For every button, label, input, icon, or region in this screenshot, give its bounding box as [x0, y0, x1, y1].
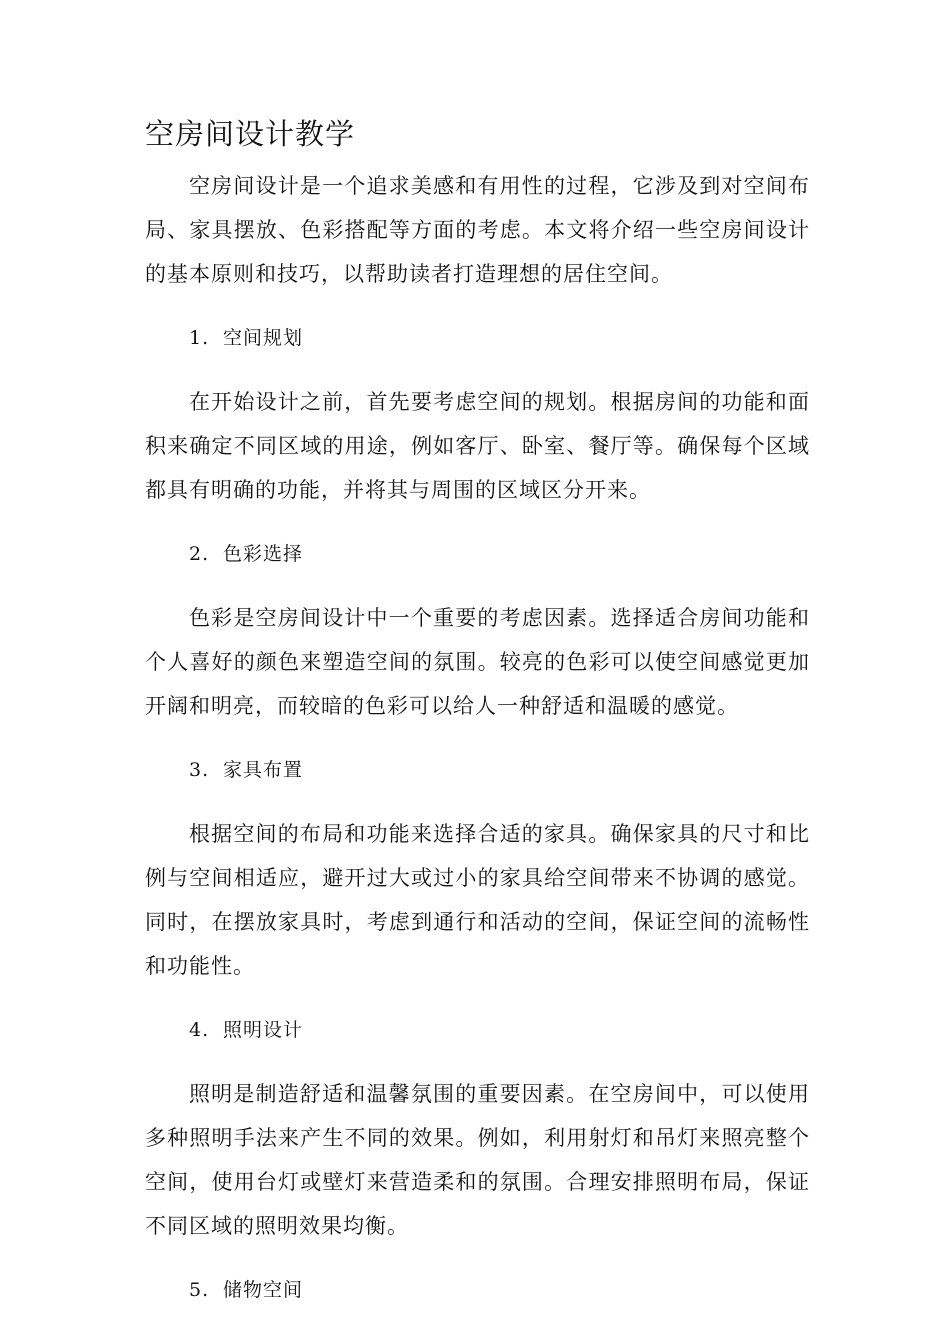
section-number: 3. [189, 759, 210, 781]
section-number: 1. [189, 327, 210, 349]
section-body-1: 在开始设计之前，首先要考虑空间的规划。根据房间的功能和面积来确定不同区域的用途，例如客厅、卧室、餐厅等。确保每个区域都具有明确的功能，并将其与周围的区域区分开来。 [145, 390, 810, 502]
document-title: 空房间设计教学 [145, 117, 356, 151]
document-page [145, 112, 810, 1332]
section-number: 5. [189, 1279, 210, 1301]
section-heading-3 [189, 748, 810, 792]
section-heading-text: 空间规划 [223, 327, 304, 349]
section-heading-2 [189, 532, 810, 576]
section-body-4: 照明是制造舒适和温馨氛围的重要因素。在空房间中，可以使用多种照明手法来产生不同的效果。例如，利用射灯和吊灯来照亮整个空间，使用台灯或壁灯来营造柔和的氛围。合理安排照明布局，保证不同区域的照明效果均衡。 [145, 1082, 810, 1238]
section-heading-text: 照明设计 [223, 1019, 304, 1041]
section-heading-text: 家具布置 [223, 759, 304, 781]
intro-paragraph: 空房间设计是一个追求美感和有用性的过程，它涉及到对空间布局、家具摆放、色彩搭配等方面的考虑。本文将介绍一些空房间设计的基本原则和技巧，以帮助读者打造理想的居住空间。 [145, 174, 810, 286]
section-heading-4 [189, 1008, 810, 1052]
section-heading-text: 色彩选择 [223, 543, 304, 565]
section-number: 2. [189, 543, 210, 565]
section-body-3: 根据空间的布局和功能来选择合适的家具。确保家具的尺寸和比例与空间相适应，避开过大或过小的家具给空间带来不协调的感觉。同时，在摆放家具时，考虑到通行和活动的空间，保证空间的流畅性和功能性。 [145, 822, 810, 978]
section-heading-text: 储物空间 [223, 1279, 304, 1301]
section-number: 4. [189, 1019, 210, 1041]
section-heading-1 [189, 316, 810, 360]
section-body-2: 色彩是空房间设计中一个重要的考虑因素。选择适合房间功能和个人喜好的颜色来塑造空间的氛围。较亮的色彩可以使空间感觉更加开阔和明亮，而较暗的色彩可以给人一种舒适和温暖的感觉。 [145, 606, 810, 718]
section-heading-5 [189, 1268, 810, 1312]
